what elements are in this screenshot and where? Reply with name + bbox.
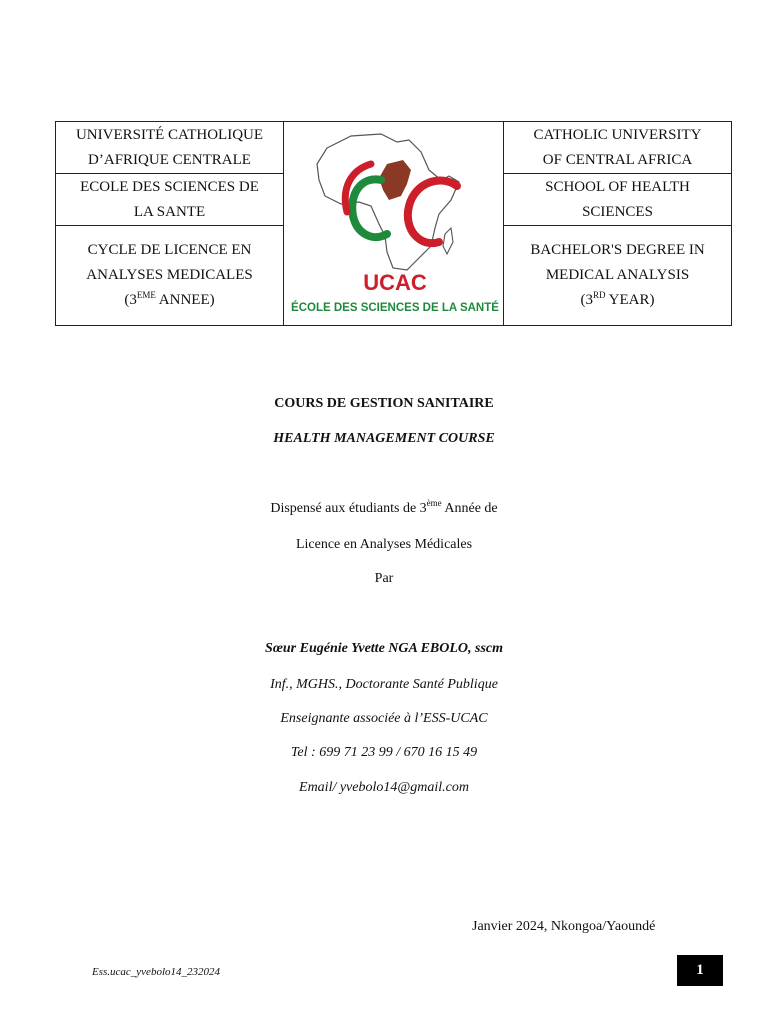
author-credentials: Inf., MGHS., Doctorante Santé Publique xyxy=(270,677,498,692)
en-school-cell xyxy=(504,174,732,226)
fr-year-label: (3EME ANNEE) xyxy=(124,290,215,308)
course-title-fr: COURS DE GESTION SANITAIRE xyxy=(274,396,494,411)
en-cycle-line1: BACHELOR'S DEGREE IN xyxy=(530,242,705,258)
logo-acronym: UCAC xyxy=(362,269,427,295)
header-table xyxy=(55,121,732,326)
en-cycle-cell xyxy=(504,226,732,326)
fr-school-line1: ECOLE DES SCIENCES DE xyxy=(80,178,259,195)
delivery-line1: Dispensé aux étudiants de 3ème Année de xyxy=(270,498,498,516)
fr-university-cell xyxy=(56,122,284,174)
author-tel: Tel : 699 71 23 99 / 670 16 15 49 xyxy=(290,745,478,760)
author-email[interactable]: Email/ yvebolo14@gmail.com xyxy=(299,780,469,795)
fr-cycle-line1: CYCLE DE LICENCE EN xyxy=(87,242,252,258)
en-school-line1: SCHOOL OF HEALTH xyxy=(545,178,690,195)
en-cycle-line2: MEDICAL ANALYSIS xyxy=(545,267,690,283)
en-year-label: (3RD YEAR) xyxy=(580,290,655,308)
fr-cycle-cell xyxy=(56,226,284,326)
delivery-line2: Licence en Analyses Médicales xyxy=(295,537,473,552)
africa-outline-icon xyxy=(317,134,459,270)
course-title-en: HEALTH MANAGEMENT COURSE xyxy=(273,431,495,446)
logo-cell xyxy=(284,122,504,326)
page-number: 1 xyxy=(677,955,723,986)
fr-school-cell xyxy=(56,174,284,226)
en-school-line2: SCIENCES xyxy=(582,203,653,220)
footer-reference: Ess.ucac_yvebolo14_232024 xyxy=(92,966,220,978)
ucac-logo xyxy=(289,124,499,324)
en-university-cell xyxy=(504,122,732,174)
author-name: Sœur Eugénie Yvette NGA EBOLO, sscm xyxy=(264,641,504,656)
fr-university-line2: D’AFRIQUE CENTRALE xyxy=(88,151,251,168)
logo-school-name: ÉCOLE DES SCIENCES DE LA SANTÉ xyxy=(290,301,499,314)
red-c-right-icon xyxy=(407,180,456,243)
en-university-line2: OF CENTRAL AFRICA xyxy=(542,151,693,168)
delivery-by: Par xyxy=(374,571,394,586)
date-place: Janvier 2024, Nkongoa/Yaoundé xyxy=(472,919,656,934)
author-role: Enseignante associée à l’ESS-UCAC xyxy=(280,711,488,726)
fr-cycle-line2: ANALYSES MEDICALES xyxy=(86,267,253,283)
fr-university-line1: UNIVERSITÉ CATHOLIQUE xyxy=(75,126,264,143)
en-university-line1: CATHOLIC UNIVERSITY xyxy=(533,126,702,143)
fr-school-line2: LA SANTE xyxy=(133,203,206,220)
